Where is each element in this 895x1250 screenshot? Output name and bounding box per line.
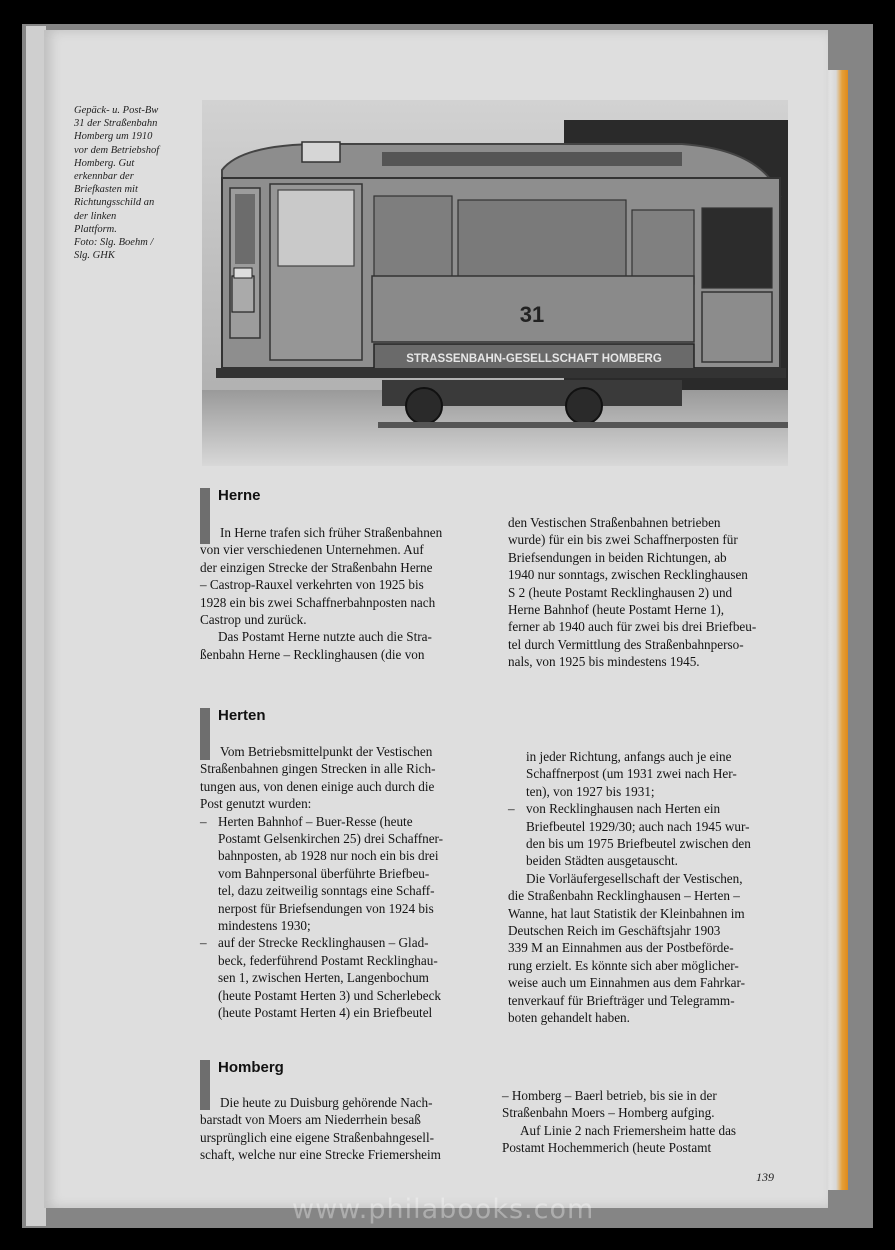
photo-caption [74,104,194,262]
section-marker-herne [200,488,210,544]
text-line: Straßenbahn Moers – Homberg aufging. [502,1105,715,1121]
text-line: mindestens 1930; [218,918,311,934]
text-line: tel durch Vermittlung des Straßenbahnperso- [508,636,744,652]
herten-right-column [508,748,751,1027]
text-line: Schaffnerpost (um 1931 zwei nach Her- [526,766,737,782]
text-line: ßenbahn Herne – Recklinghausen (die von [200,646,425,662]
list-dash: – [508,801,515,817]
text-line: beiden Städten ausgetauscht. [526,853,678,869]
text-line: Postamt Gelsenkirchen 25) drei Schaffner- [218,831,444,847]
text-line: nals, von 1925 bis mindestens 1945. [508,654,700,670]
text-line: ten), von 1927 bis 1931; [526,783,655,799]
text-line: – Homberg – Baerl betrieb, bis sie in der [502,1088,717,1103]
text-line: vom Bahnpersonal überführte Briefbeu- [218,865,430,881]
text-line: in jeder Richtung, anfangs auch je eine [526,749,732,764]
text-line: bahnposten, ab 1928 nur noch ein bis drei [218,848,439,864]
text-line: der einzigen Strecke der Straßenbahn Herne [200,559,433,575]
text-line: tel, dazu zeitweilig sonntags eine Schaff- [218,883,435,899]
text-line: Das Postamt Herne nutzte auch die Stra- [218,629,432,645]
homberg-left-column-cont [200,1111,441,1163]
caption-line: Foto: Slg. Boehm / [74,237,154,249]
text-line: rung erzielt. Es könnte sich aber möglicher- [508,957,739,973]
caption-line: Plattform. [74,223,117,235]
text-line: Post genutzt wurden: [200,796,312,812]
text-line: Briefbeutel 1929/30; auch nach 1945 wur- [526,818,750,834]
text-line: Herten Bahnhof – Buer-Resse (heute [218,813,413,829]
herne-right-column [508,514,756,671]
list-dash: – [200,813,207,829]
caption-line: Homberg. Gut [74,157,135,169]
caption-line: Gepäck- u. Post-Bw [74,105,159,116]
section-marker-herten [200,708,210,760]
text-line: – Castrop-Rauxel verkehrten von 1925 bis [200,577,424,593]
text-line: den Vestischen Straßenbahnen betrieben [508,515,721,530]
section-title-herne: Herne [218,487,261,504]
text-line: sen 1, zwischen Herten, Langenbochum [218,970,429,986]
homberg-left-column [220,1094,433,1111]
text-line: boten gehandelt haben. [508,1010,630,1026]
text-line: 339 M an Einnahmen aus der Postbeförde- [508,940,734,956]
tram-photo [202,100,788,466]
page-number: 139 [756,1170,774,1184]
text-line: Wanne, hat laut Statistik der Kleinbahnen im [508,905,745,921]
text-line: Die heute zu Duisburg gehörende Nach- [220,1095,433,1110]
text-line: tungen aus, von denen einige auch durch die [200,778,435,794]
herne-left-column-cont [200,541,435,663]
text-line: von Recklinghausen nach Herten ein [526,801,721,817]
text-line: tenverkauf für Briefträger und Telegramm- [508,992,735,1008]
text-line: auf der Strecke Recklinghausen – Glad- [218,935,429,951]
herne-left-column [220,524,442,541]
text-line: barstadt von Moers am Niederrhein besaß [200,1112,421,1128]
caption-line: erkennbar der [74,171,134,183]
herten-left-column [220,743,432,760]
text-line: 1928 ein bis zwei Schaffnerbahnposten nach [200,594,436,610]
watermark: www.philabooks.com [292,1194,595,1225]
list-dash: – [200,935,207,951]
text-line: In Herne trafen sich früher Straßenbahnen [220,525,443,540]
text-line: Vom Betriebsmittelpunkt der Vestischen [220,744,433,759]
text-line: Briefsendungen in beiden Richtungen, ab [508,549,727,565]
text-line: 1940 nur sonntags, zwischen Recklinghausen [508,567,748,583]
caption-line: Richtungsschild an [74,197,155,209]
caption-line: vor dem Betriebshof [74,144,160,156]
text-line: Auf Linie 2 nach Friemersheim hatte das [520,1122,737,1138]
section-title-homberg: Homberg [218,1059,284,1076]
caption-line: der linken [74,210,117,222]
text-line: (heute Postamt Herten 3) und Scherlebeck [218,987,442,1003]
caption-line: Briefkasten mit [74,184,138,196]
text-line: Straßenbahnen gingen Strecken in alle Rich- [200,761,436,777]
car-number: 31 [519,302,545,327]
car-sign: STRASSENBAHN-GESELLSCHAFT HOMBERG [406,353,662,365]
text-line: weise auch um Einnahmen aus dem Fahrkar- [508,975,746,991]
text-line: wurde) für ein bis zwei Schaffnerposten für [508,532,738,548]
text-line: von vier verschiedenen Unternehmen. Auf [200,542,424,558]
section-marker-homberg [200,1060,210,1110]
text-line: Deutschen Reich im Geschäftsjahr 1903 [508,923,721,939]
text-line: schaft, welche nur eine Strecke Friemersheim [200,1147,441,1163]
homberg-right-column [502,1087,736,1157]
text-line: Postamt Hochemmerich (heute Postamt [502,1140,712,1156]
text-line: beck, federführend Postamt Recklinghau- [218,952,438,968]
text-line: (heute Postamt Herten 4) ein Briefbeutel [218,1005,433,1021]
left-page-edge [26,26,46,1226]
section-title-herten: Herten [218,707,266,724]
caption-line: Homberg um 1910 [74,131,153,143]
list-item [200,934,443,951]
text-line: ferner ab 1940 auch für zwei bis drei Briefbeu- [508,619,757,635]
text-line: nerpost für Briefsendungen von 1924 bis [218,900,434,916]
caption-line: Slg. GHK [74,250,115,262]
text-line: S 2 (heute Postamt Recklinghausen 2) und [508,584,733,600]
text-line: Herne Bahnhof (heute Postamt Herne 1), [508,602,725,618]
text-line: die Straßenbahn Recklinghausen – Herten – [508,888,740,904]
caption-line: 31 der Straßenbahn [74,118,158,130]
text-line: den bis um 1975 Briefbeutel zwischen den [526,836,751,852]
text-line: Castrop und zurück. [200,612,307,628]
text-line: ursprünglich eine eigene Straßenbahngesell- [200,1129,434,1145]
list-item [508,800,751,817]
text-line: Die Vorläufergesellschaft der Vestischen, [526,870,743,886]
list-item [200,813,443,830]
herten-left-column-cont [200,760,443,1021]
